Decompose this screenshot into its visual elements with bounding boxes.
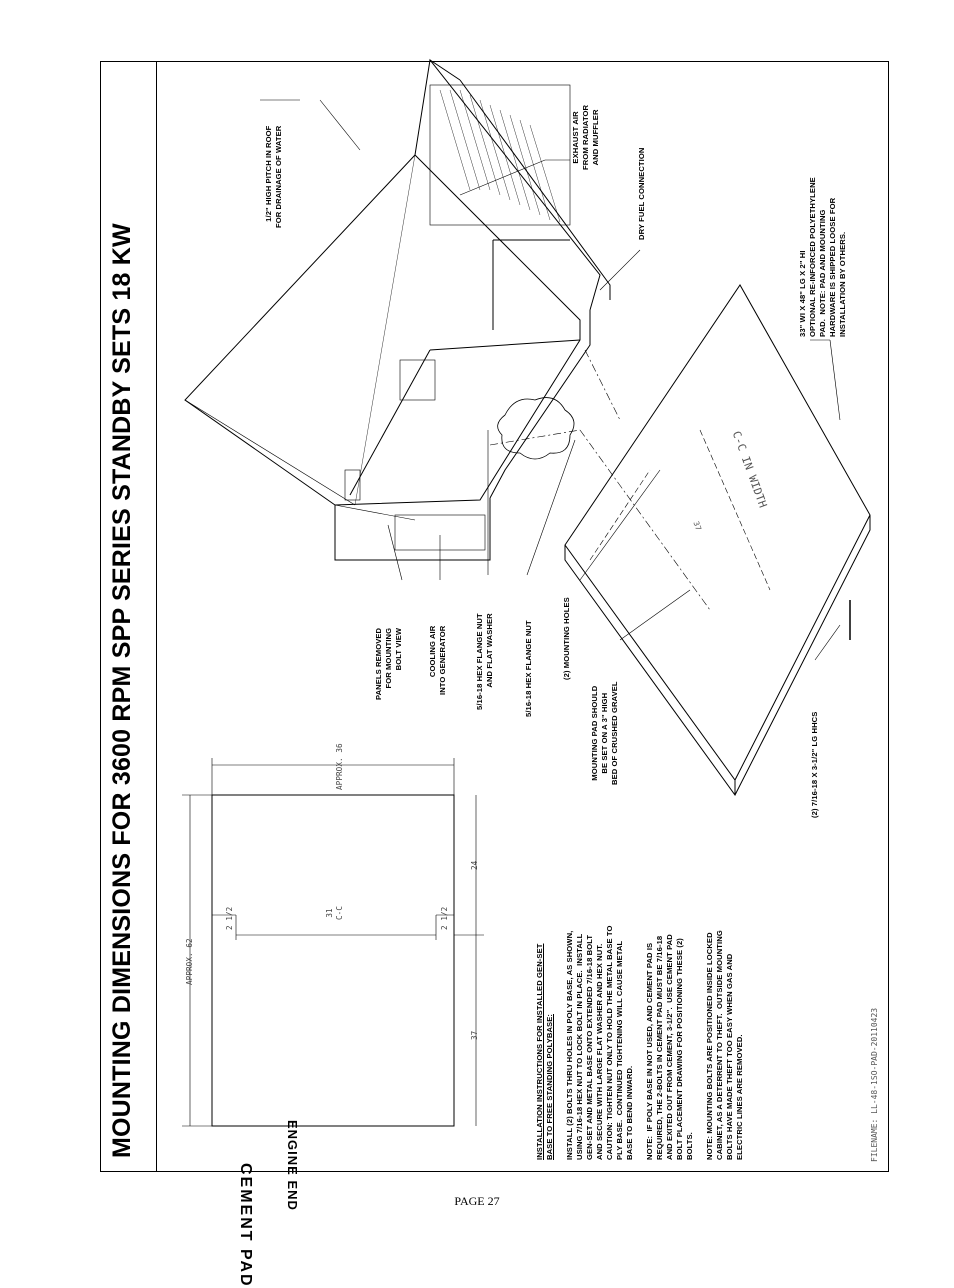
enclosure-top xyxy=(185,155,580,505)
callout-mounting-holes: (2) MOUNTING HOLES xyxy=(562,597,571,680)
dim-2-half-a: 2 1/2 xyxy=(225,906,234,930)
gravel-cloud xyxy=(498,398,574,459)
page-number: PAGE 27 xyxy=(454,1194,500,1208)
instructions-para-2: NOTE: IF POLY BASE IN NOT USED, AND CEMENT PAD IS REQUIRED, THE 2-BOLTS IN CEMENT PAD MUST BE 7/16-18 AND EXITED OUT FROM CEMENT, 3-1/2". USE CEMENT PAD BOLT PLACEMENT DRAWING FOR POSITIONING THESE (2) BOLTS. xyxy=(645,934,694,1160)
callout-flange-nut-washer: 5/16-18 HEX FLANGE NUT AND FLAT WASHER xyxy=(475,613,494,710)
instructions-para-1: INSTALL (2) BOLTS THRU HOLES IN POLY BASE, AS SHOWN, USING 7/16-18 HEX NUT TO LOCK BOLT IN PLACE. INSTALL GEN-SET AND METAL BASE ONTO EXTENDED 7/16-18 BOLT AND SECURE WITH LARGE FLAT WASHER AND HEX NUT. CAUTION: TIGHTEN NUT ONLY TO HOLD THE METAL BASE TO PLY BASE. CONTINUED TIGHTENING WILL CAUSE METAL BASE TO BEND INWARD. xyxy=(565,925,634,1160)
callout-cooling-air: COOLING AIR INTO GENERATOR xyxy=(428,625,447,695)
dim-2-half-b: 2 1/2 xyxy=(440,906,449,930)
cement-pad-outline xyxy=(212,795,454,1126)
callout-dry-fuel: DRY FUEL CONNECTION xyxy=(637,147,646,240)
pad-dim-37: 37 xyxy=(691,520,704,532)
cement-pad-label: CEMENT PAD xyxy=(237,1163,254,1288)
callout-exhaust-air: EXHAUST AIR FROM RADIATOR AND MUFFLER xyxy=(571,104,600,170)
installation-instructions xyxy=(535,926,755,1160)
callout-hhcs: (2) 7/16-18 X 3-1/2" LG HHCS xyxy=(810,711,819,818)
engine-end-label: ENGINE END xyxy=(285,1120,300,1211)
dim-37: 37 xyxy=(470,1030,479,1040)
dim-31-cc: 31 C-C xyxy=(325,905,344,920)
dim-approx-36: APPROX. 36 xyxy=(335,743,344,790)
callout-panels-removed: PANELS REMOVED FOR MOUNTING BOLT VIEW xyxy=(374,627,403,700)
callout-optional-pad: 33" WI X 48" LG X 2" HI OPTIONAL RE-INFORCED POLYETHYLENE PAD. NOTE: PAD AND MOUNTING HARDWARE IS SHIPPED LOOSE FOR INSTALLATION BY OTHERS. xyxy=(798,177,847,337)
callout-flange-nut: 5/16-18 HEX FLANGE NUT xyxy=(524,620,533,717)
page-title: MOUNTING DIMENSIONS FOR 3600 RPM SPP SERIES STANDBY SETS 18 KW xyxy=(108,223,136,1158)
instructions-heading: INSTALLATION INSTRUCTIONS FOR INSTALLED GEN-SET BASE TO FREE STANDING POLYBASE: xyxy=(535,943,554,1160)
callout-roof-pitch: 1/2" HIGH PITCH IN ROOF FOR DRAINAGE OF WATER xyxy=(264,125,283,228)
pad-cc-width: C-C IN WIDTH xyxy=(729,429,770,510)
callout-mounting-pad-gravel: MOUNTING PAD SHOULD BE SET ON A 3" HIGH BED OF CRUSHED GRAVEL xyxy=(590,681,619,785)
instructions-para-3: NOTE: MOUNTING BOLTS ARE POSITIONED INSIDE LOCKED CABINET, AS A DETERRENT TO THEFT. OUTSIDE MOUNTING BOLTS HAVE MADE THEFT TOO EASY WHEN GAS AND ELECTRIC LINES ARE REMOVED. xyxy=(705,930,744,1160)
dim-24: 24 xyxy=(470,860,479,870)
dim-approx-62: APPROX. 62 xyxy=(185,938,194,985)
filename: FILENAME: LL-48-1SO-PAD-20110423 xyxy=(870,1007,879,1162)
